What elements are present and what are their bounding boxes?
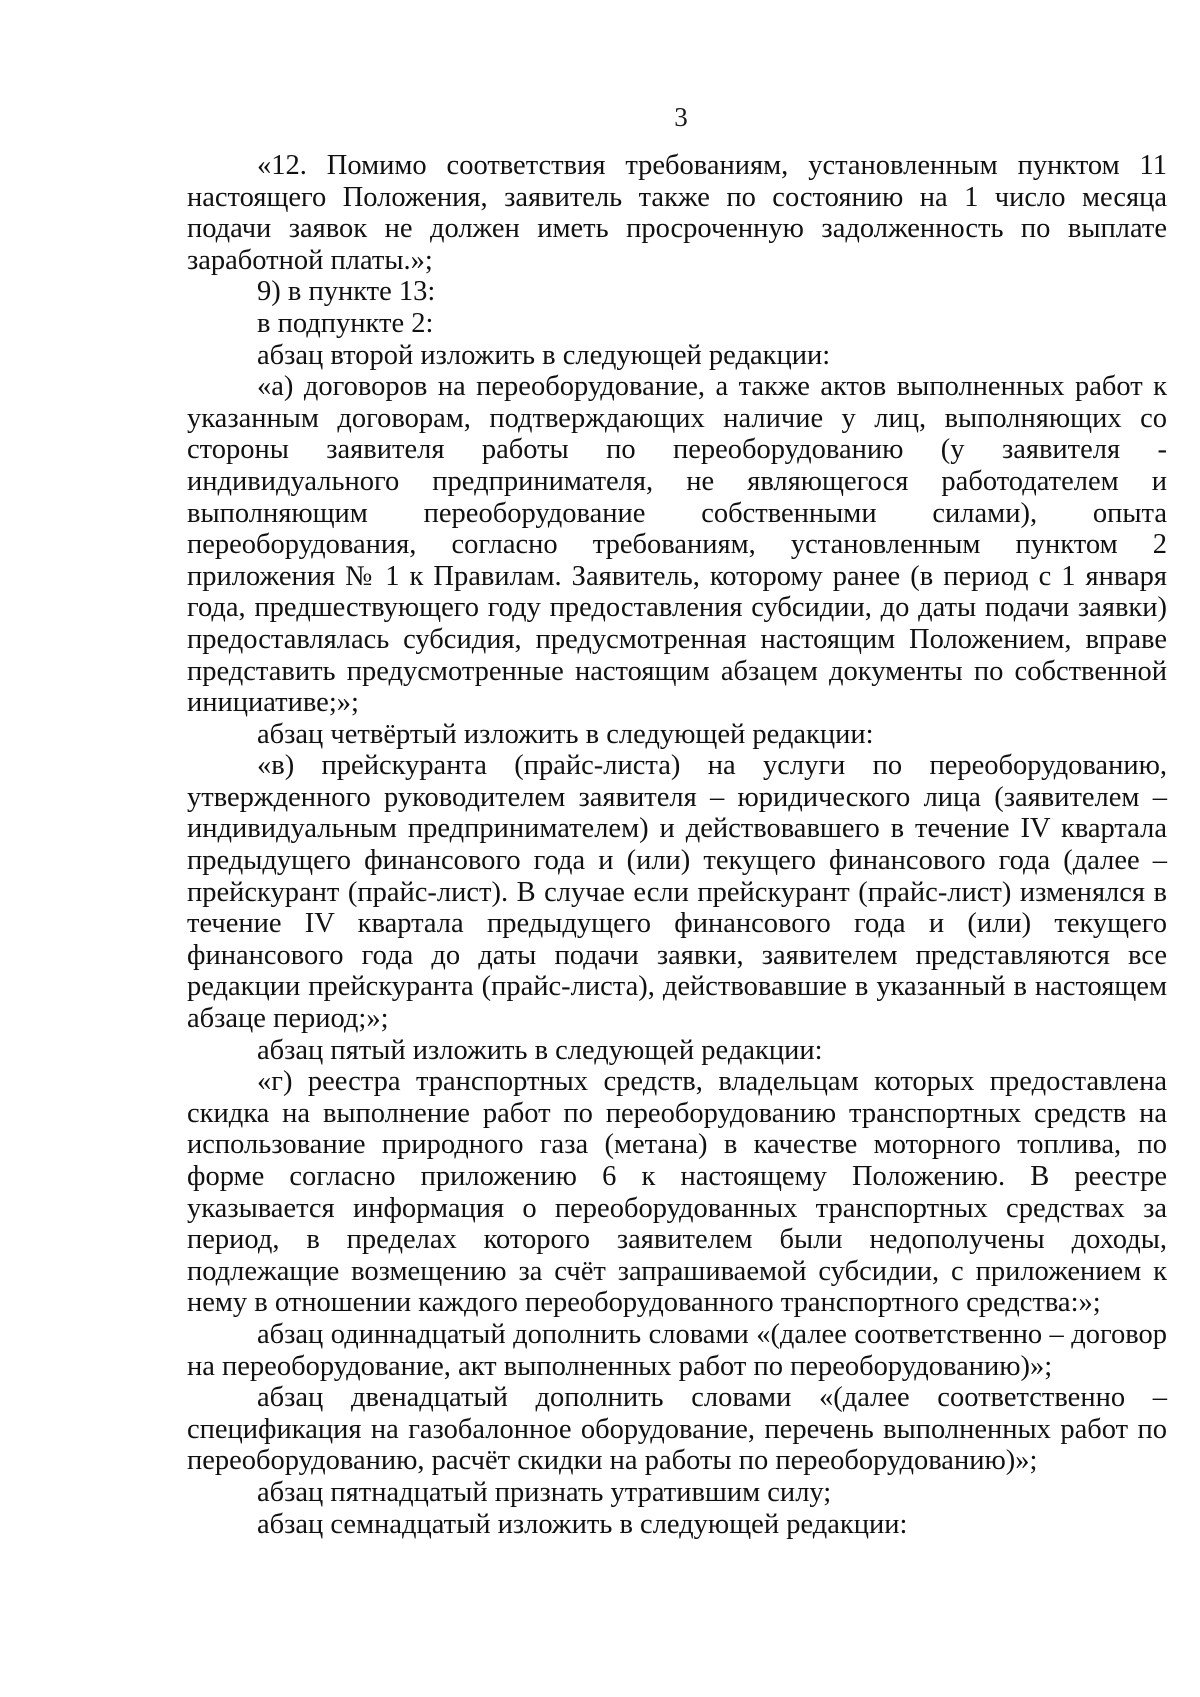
paragraph: абзац семнадцатый изложить в следующей редакции:: [257, 1508, 908, 1540]
paragraph: «в) прейскуранта (прайс-листа) на услуги по переоборудованию, утвержденного руководителем заявителя – юридического лица (заявителем – индивидуальным предпринимателем) и действовавшего в течение IV квартала предыдущего финансового года и (или) текущего финансового года (далее – прейскурант (прайс-лист). В случае если прейскурант (прайс-лист) изменялся в течение IV квартала предыдущего финансового года и (или) текущего финансового года до даты подачи заявки, заявителем представляются все редакции прейскуранта (прайс-листа), действовавшие в указанный в настоящем абзаце период;»;: [187, 750, 1167, 1035]
paragraph: абзац пятнадцатый признать утратившим силу;: [257, 1476, 832, 1508]
paragraph: абзац четвёртый изложить в следующей редакции:: [257, 718, 874, 750]
paragraph: в подпункте 2:: [257, 307, 434, 339]
page-number: 3: [674, 102, 688, 132]
paragraph: «12. Помимо соответствия требованиям, установленным пунктом 11 настоящего Положения, заявитель также по состоянию на 1 число месяца подачи заявок не должен иметь просроченную задолженность по выплате заработной платы.»;: [187, 150, 1167, 276]
paragraph: «г) реестра транспортных средств, владельцам которых предоставлена скидка на выполнение работ по переоборудованию транспортных средств на использование природного газа (метана) в качестве моторного топлива, по форме согласно приложению 6 к настоящему Положению. В реестре указывается информация о переоборудованных транспортных средствах за период, в пределах которого заявителем были недополучены доходы, подлежащие возмещению за счёт запрашиваемой субсидии, с приложением к нему в отношении каждого переоборудованного транспортного средства:»;: [187, 1066, 1167, 1319]
paragraph: абзац одиннадцатый дополнить словами «(далее соответственно – договор на переоборудование, акт выполненных работ по переоборудованию)»;: [187, 1318, 1167, 1382]
paragraph: абзац пятый изложить в следующей редакции:: [257, 1034, 823, 1066]
paragraph: «а) договоров на переоборудование, а также актов выполненных работ к указанным договорам, подтверждающих наличие у лиц, выполняющих со стороны заявителя работы по переоборудованию (у заявителя - индивидуального предпринимателя, не являющегося работодателем и выполняющим переоборудование собственными силами), опыта переоборудования, согласно требованиям, установленным пунктом 2 приложения № 1 к Правилам. Заявитель, которому ранее (в период с 1 января года, предшествующего году предоставления субсидии, до даты подачи заявки) предоставлялась субсидия, предусмотренная настоящим Положением, вправе представить предусмотренные настоящим абзацем документы по собственной инициативе;»;: [187, 371, 1167, 719]
document-body: [187, 150, 1167, 1540]
paragraph: абзац двенадцатый дополнить словами «(далее соответственно – спецификация на газобалонное оборудование, перечень выполненных работ по переоборудованию, расчёт скидки на работы по переоборудованию)»;: [187, 1382, 1167, 1477]
paragraph: 9) в пункте 13:: [257, 276, 436, 308]
paragraph: абзац второй изложить в следующей редакции:: [257, 339, 831, 371]
